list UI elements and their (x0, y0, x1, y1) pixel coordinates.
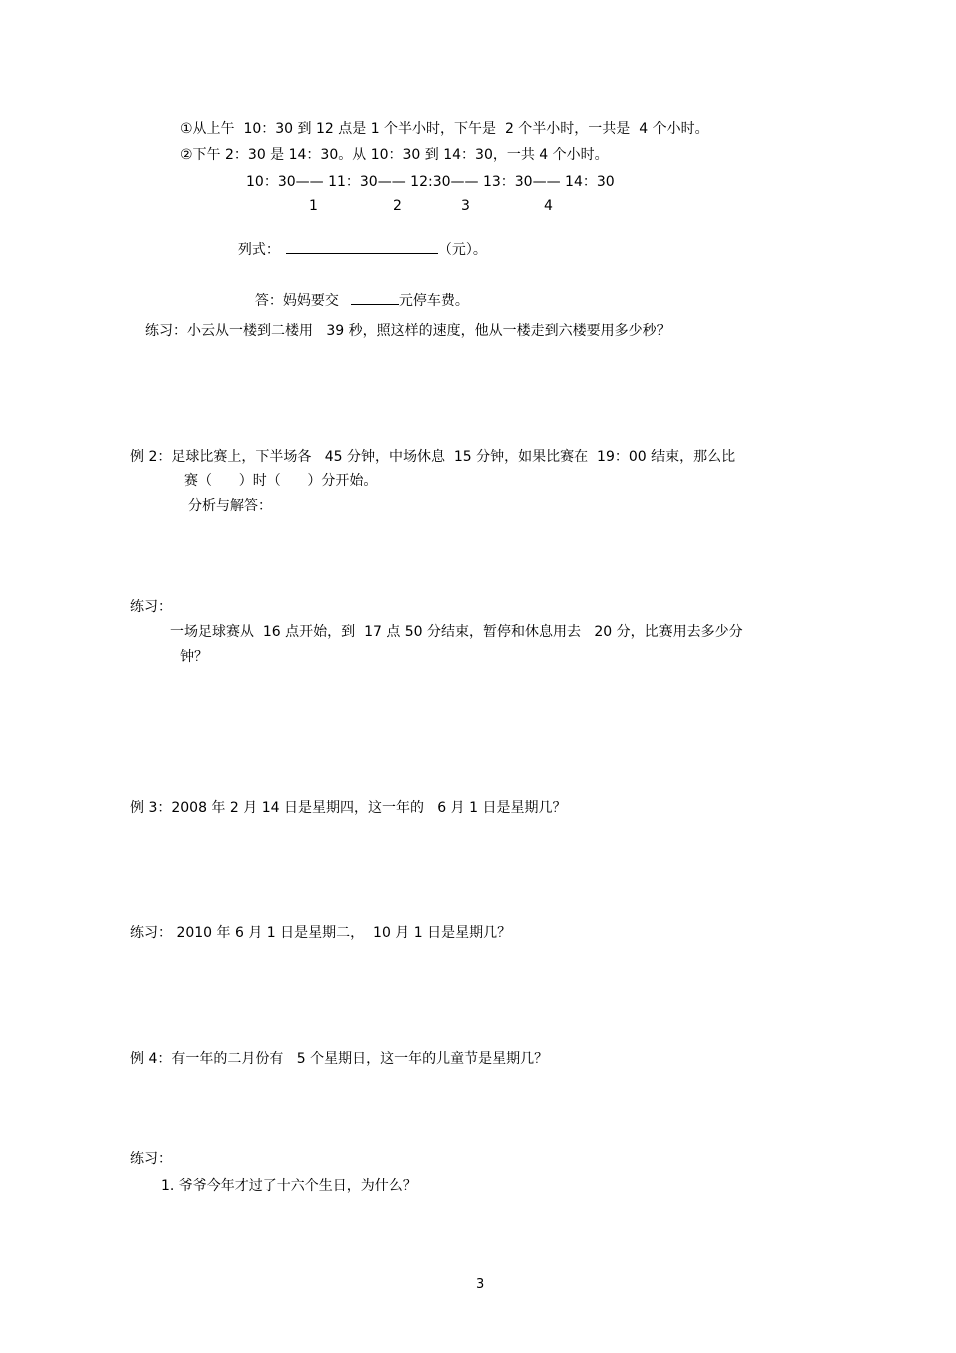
timeline: 10：30—— 11：30—— 12:30—— 13：30—— 14：30 (246, 174, 615, 190)
answer-suffix: 元停车费。 (398, 293, 469, 309)
formula-line (229, 221, 487, 259)
practice-4-item-1: 1. 爷爷今年才过了十六个生日，为什么？ (161, 1178, 417, 1194)
answer-prefix: 答：妈妈要交 (254, 293, 339, 309)
practice-1: 练习：小云从一楼到二楼用 39 秒，照这样的速度，他从一楼走到六楼要用多少秒？ (145, 323, 671, 339)
formula-label: 列式： (237, 242, 280, 258)
practice-4-label: 练习： (130, 1151, 172, 1167)
example-3: 例 3：2008 年 2 月 14 日是星期四，这一年的 6 月 1 日是星期几？ (130, 800, 567, 816)
count-4: 4 (544, 198, 553, 214)
count-2: 2 (393, 198, 402, 214)
practice-2-line-1: 一场足球赛从 16 点开始，到 17 点 50 分结束，暂停和休息用去 20 分，比赛用去多少分 (170, 624, 743, 640)
example-2-analysis-label: 分析与解答： (188, 498, 272, 514)
answer-line (246, 272, 469, 310)
count-3: 3 (461, 198, 470, 214)
formula-blank[interactable] (286, 239, 438, 254)
page-number: 3 (476, 1277, 485, 1292)
analysis-line-2: ②下午 2：30 是 14：30。从 10：30 到 14：30，一共 4 个小时。 (180, 147, 609, 163)
example-4: 例 4：有一年的二月份有 5 个星期日，这一年的儿童节是星期几？ (130, 1051, 549, 1067)
practice-2-label: 练习： (130, 599, 172, 615)
formula-unit: （元）。 (437, 242, 487, 258)
practice-2-line-2: 钟？ (180, 649, 208, 665)
example-2-line-2: 赛（ ）时（ ）分开始。 (184, 473, 378, 489)
analysis-line-1: ①从上午 10：30 到 12 点是 1 个半小时，下午是 2 个半小时，一共是 4 个小时。 (180, 121, 709, 137)
answer-blank[interactable] (351, 290, 399, 305)
practice-3: 练习： 2010 年 6 月 1 日是星期二， 10 月 1 日是星期几？ (130, 925, 512, 941)
count-1: 1 (309, 198, 318, 214)
example-2-line-1: 例 2：足球比赛上，下半场各 45 分钟，中场休息 15 分钟，如果比赛在 19：00 结束，那么比 (130, 449, 736, 465)
